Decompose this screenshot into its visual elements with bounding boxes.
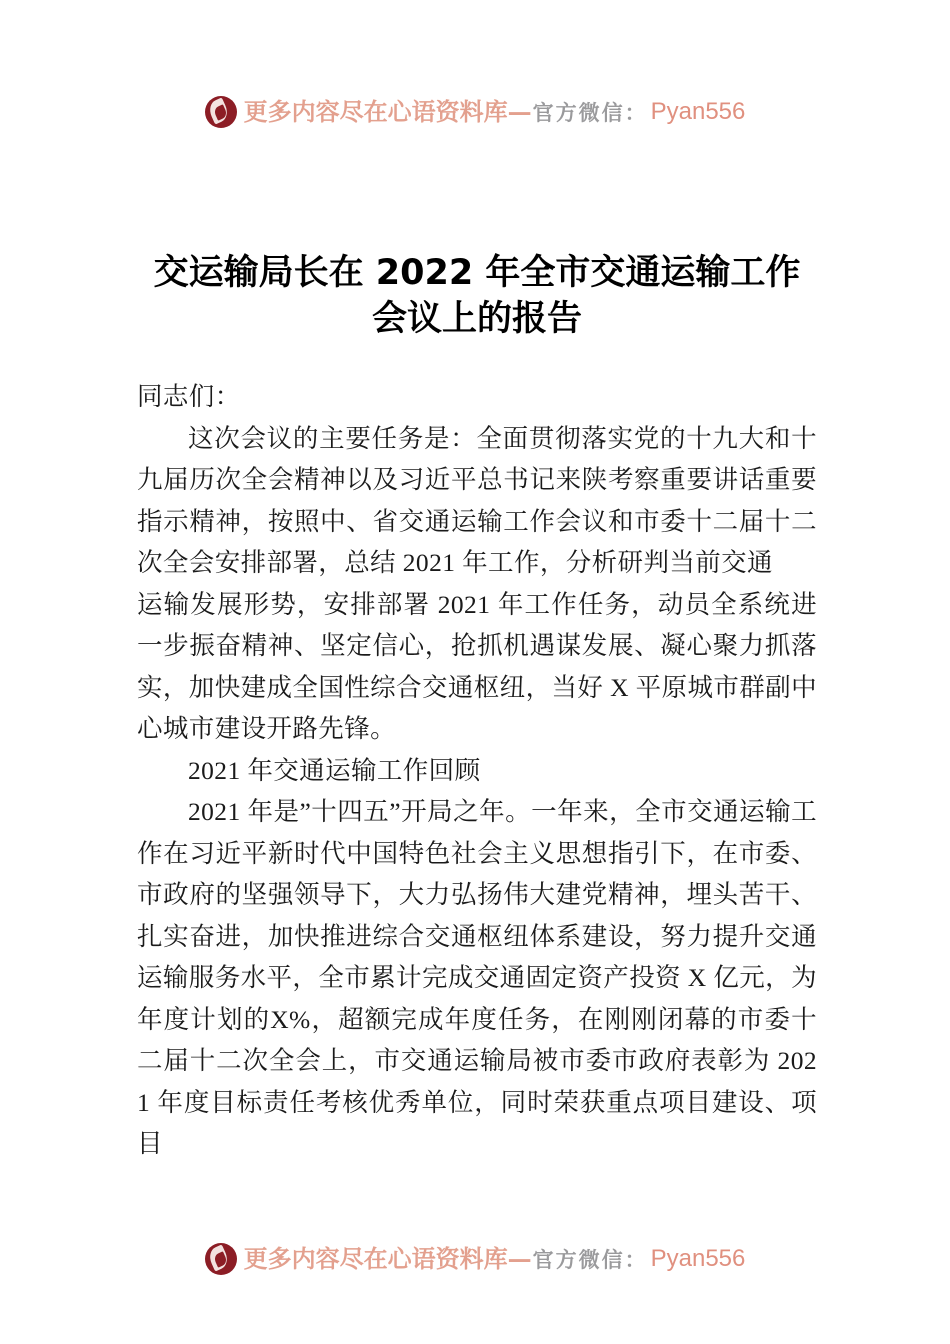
watermark-footer	[0, 1243, 950, 1275]
watermark-wechat-handle: Pyan556	[650, 98, 746, 125]
watermark-dash: —	[507, 1244, 532, 1273]
watermark-dash: —	[507, 97, 532, 126]
paragraph-salutation: 同志们：	[137, 382, 241, 412]
paragraph-meeting-purpose: 这次会议的主要任务是：全面贯彻落实党的十九大和十九届历次全会精神以及习近平总书记来陕考察重要讲话重要指示精神，按照中、省交通运输工作会议和市委十二届十二次全会安排部署，总结 2021 年工作，分析研判当前交通	[137, 423, 817, 578]
paragraph-mobilization: 运输发展形势，安排部署 2021 年工作任务，动员全系统进一步振奋精神、坚定信心，抢抓机遇谋发展、凝心聚力抓落实，加快建成全国性综合交通枢纽，当好 X 平原城市群副中心城市建设开路先锋。	[137, 589, 817, 744]
watermark-site-name: 更多内容尽在心语资料库	[243, 97, 508, 126]
circle-swirl-logo-icon	[205, 1243, 237, 1275]
circle-swirl-logo-icon	[205, 96, 237, 128]
paragraph-review-body: 2021 年是”十四五”开局之年。一年来，全市交通运输工作在习近平新时代中国特色社会主义思想指引下，在市委、 市政府的坚强领导下，大力弘扬伟大建党精神，埋头苦干、 扎实奋进，加快推进综合交通枢纽体系建设，努力提升交通运输服务水平，全市累计完成交通固定资产投资 X 亿元，为年度计划的X%，超额完成年度任务，在刚刚闭幕的市委十二届十二次全会上，市交通运输局被市委市政府表彰为 2021 年度目标责任考核优秀单位，同时荣获重点项目建设、项目	[137, 797, 817, 1159]
watermark-wechat-label: 官方微信：	[532, 1246, 648, 1272]
watermark-header	[0, 96, 950, 128]
document-content	[137, 250, 817, 1165]
watermark-wechat-label: 官方微信：	[532, 99, 648, 125]
watermark-wechat-handle: Pyan556	[650, 1245, 746, 1272]
page-title: 交运输局长在 2022 年全市交通运输工作会议上的报告	[153, 253, 801, 340]
section-heading-review: 2021 年交通运输工作回顾	[188, 755, 481, 785]
watermark-site-name: 更多内容尽在心语资料库	[243, 1244, 508, 1273]
